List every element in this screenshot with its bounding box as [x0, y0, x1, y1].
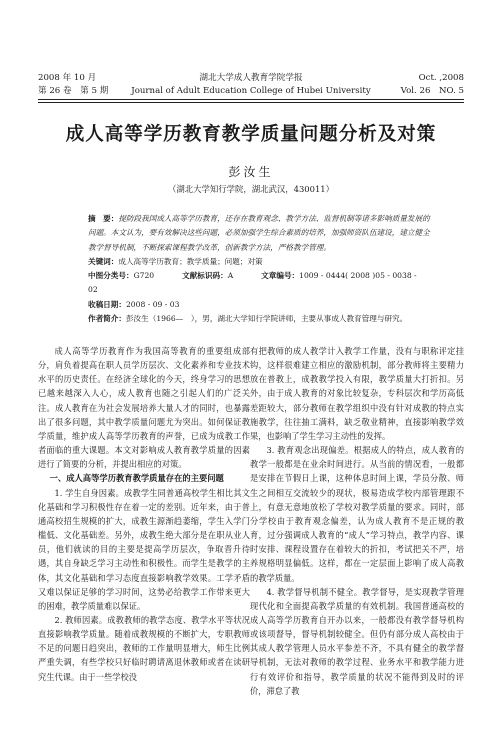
- header-left-line2: 第 26 卷 第 5 期: [38, 86, 109, 96]
- paragraph-teacher-continued: 有把教师的成人教学计入教学工作量，没有与职称评定挂钩，这样很难建立相应的激励机制，部分教师将主要精力放在普教上，成教教学投入有限，教学质量大打折扣。另外，由于成人教育的对象比较复杂，专科层次和学历高低差距较大，部分教师在教学组织中没有针对成教的特点实施教学，往往抽工满料，缺乏敬业精神，直接影响教学效果，也影响了学生学习主动性的发挥。: [250, 346, 464, 441]
- paragraph-education-concept: 3. 教育观念出现偏差。根据成人的特点，成人教育的教学一般都是在业余时间进行。从当前的情况看，一般都是安排在节假日上课，这种体息时间上课，学员分散、师生之间相互交流较少的现状，极易造成学校内部管理跟不上，有意无意地放松了学校对教学质量的要求。同时，部分学校由于教育观念偏差，认为成人教育不是正规的教育，过分强调成人教育的“成人”学习特点，教学内容、课时安排、课程设置存在着较大的折扣，考试把关不严，培养规格明显偏低。这样，都在一定层面上影响了成人高教的教学质量。: [250, 445, 464, 583]
- body-column-left: [38, 344, 250, 684]
- abstract-text: 提防段我国成人高等学历教育，还存在教育观念、教学方法、监督机制等诸多影响质量发展的问题。本文认为，要有效解决这些问题，必须加强学生综合素质的培养，加强师资队伍建设，建立健全教学督导机制，不断探索课程教学改革，创新教学方法，严格教学管理。: [88, 214, 430, 252]
- paragraph-intro: 成人高等学历教育作为我国高等教育的重要组成部分，肩负着提高在职人员学历层次、文化素养和专业技术水平的历史责任。在经济全球化的今天，终身学习的思想已越来越深入人心，成人教育也随之引起人们的广泛关注。成人教育在为社会发展培养大量人才的同时，也暴露出了很多问题，其中教学质量问题尤为突出。如何保证教学质量，维护成人高等学历教育的声誉，已成为成教工作者面临的重大课题。本文对影响成人教育教学质量的因素进行了简要的分析，并提出相应的对策。: [38, 346, 250, 470]
- running-header: [38, 72, 464, 98]
- article-no-value: 1009 - 0444( 2008 )05 - 0038 - 02: [88, 271, 417, 295]
- header-rule-thick: [38, 99, 464, 100]
- author-affiliation: （湖北大学知行学院，湖北武汉，430011）: [168, 184, 334, 194]
- classification-line: [88, 269, 432, 298]
- article-no-label: 文章编号：: [261, 271, 300, 281]
- author-info-text: 彭汝生（1966— ），男，湖北大学知行学院讲师，主要从事成人教育管理与研究。: [125, 314, 408, 324]
- received-value: 2008 - 09 - 03: [125, 299, 180, 309]
- author-bio: [88, 312, 432, 326]
- section-heading-1: 一、成人高等学历教育教学质量存在的主要问题: [49, 473, 224, 484]
- author-info-label: 作者简介：: [88, 314, 126, 324]
- header-right-line1: Oct. ,2008: [418, 73, 464, 83]
- keywords-text: 成人高等学历教育；教学质量；问题；对策: [118, 256, 263, 266]
- received-label: 收稿日期：: [88, 299, 126, 309]
- header-rule-thin: [38, 102, 464, 103]
- header-right-line2: Vol. 26 NO. 5: [400, 86, 464, 96]
- paragraph-student-factors: 1. 学生自身因素。成教学生同普通高校学生相比其文化基础和学习积极性存在着一定的差别。近年来，由于普通高校招生规模的扩大，成教生源渐趋萎缩，学生入学门槛低、文化基础差。另外，成教生绝大部分是在职从业人员，他们就读的目的主要是提高学历层次，争取晋升待遇，其自身缺乏学习主动性和积极性。而学生是教学的主体，其文化基础和学习态度直接影响教学效果。工学矛盾又难以保证足够的学习时间，这势必给教学工作带来更大的困难，教学质量难以保证。: [38, 487, 250, 611]
- article-author: 彭汝生: [228, 165, 274, 179]
- clc-label: 中图分类号：: [88, 271, 134, 281]
- header-center-line2: Journal of Adult Education College of Hubei University: [131, 86, 371, 96]
- body-column-right: [250, 344, 464, 698]
- received-date: [88, 298, 432, 312]
- header-left-line1: 2008 年 10 月: [38, 73, 97, 83]
- doc-code-label: 文献标识码：: [182, 271, 228, 281]
- clc-value: G720: [133, 271, 155, 281]
- keywords-label: 关键词：: [88, 256, 119, 266]
- doc-code-value: A: [227, 271, 234, 281]
- abstract-label: 摘 要：: [88, 214, 119, 223]
- abstract-block: [88, 212, 432, 326]
- paragraph-supervision-mechanism: 4. 教学督导机制不健全。教学督导，是实现教学管理现代化和全面提高教学质量的有效机制。我国普通高校的成人高等学历教育自开办以来，一般都没有教学督导机构或该项督导，督导机制较健全。但仍有部分成人高校由于其成人教学管理人员水平参差不齐，不具有健全的教学督导机制，无法对教师的教学过程、业务水平和教学能力进行有效评价和指导，教学质量的状况不能得到及时的评价，滞怠了教: [250, 586, 464, 696]
- paragraph-teacher-factors: 2. 教师因素。成教教师的教学态度、教学水平等状况直接影响教学质量。随着成教规模的不断扩大，专职教师不足的问题日趋突出，教师的工作量明显增大，师生比例严重失调，有些学校只好临时聘请离退休教师或者在读研究生代课。由于一些学校没: [38, 614, 250, 682]
- volume-info: [401, 72, 464, 98]
- keywords: [88, 255, 432, 269]
- header-center-line1: 湖北大学成人教育学院学报: [199, 73, 303, 83]
- abstract: [88, 212, 432, 255]
- article-title: 成人高等学历教育教学质量问题分析及对策: [65, 124, 437, 145]
